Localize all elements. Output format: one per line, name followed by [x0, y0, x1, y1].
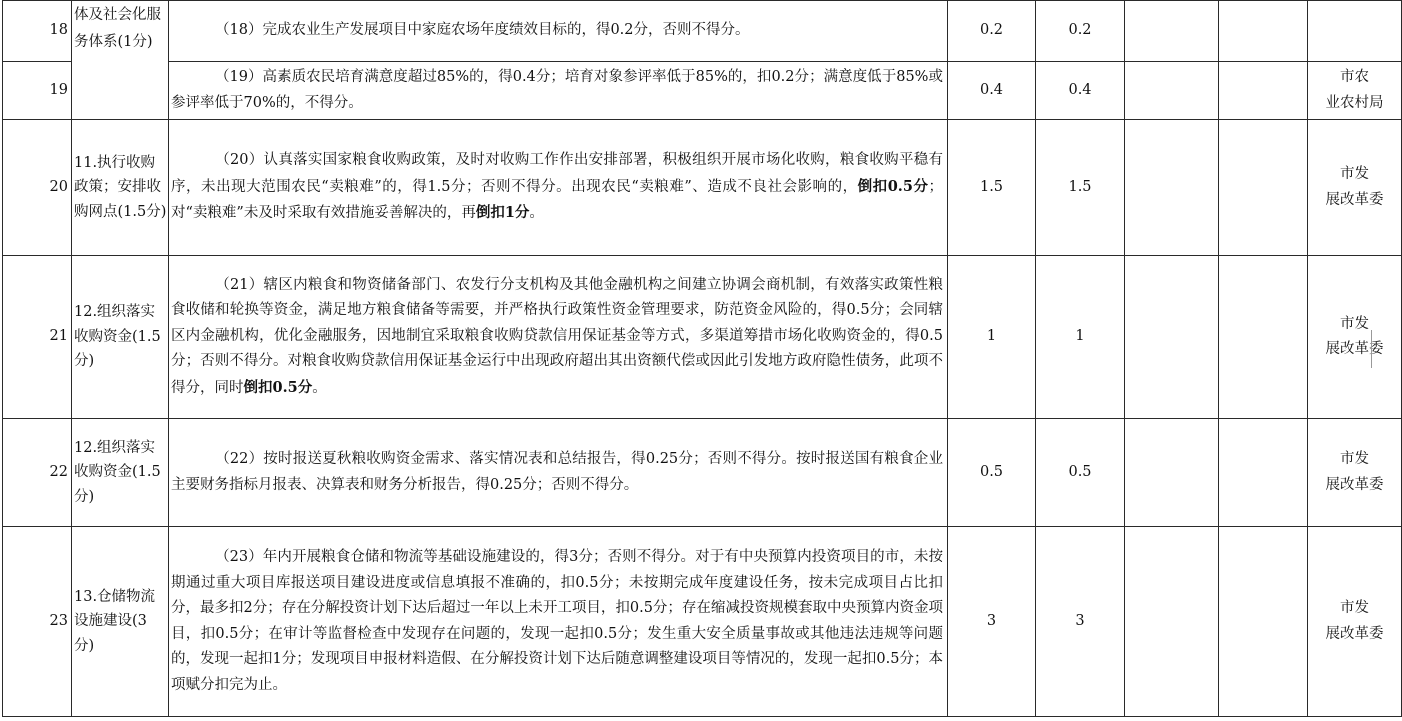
department-cell — [1308, 256, 1402, 419]
table-row — [3, 419, 1402, 527]
category-cell: 12.组织落实收购资金(1.5分) — [72, 256, 169, 419]
department-line: 展改革委 — [1325, 341, 1384, 357]
empty-cell — [1125, 419, 1219, 527]
department-cell — [1308, 62, 1402, 120]
empty-cell — [1219, 62, 1308, 120]
department-line: 展改革委 — [1325, 476, 1384, 493]
penalty-text: 倒扣0.5分 — [243, 378, 313, 396]
table-row — [3, 1, 1402, 62]
row-index: 22 — [3, 419, 72, 527]
table-row — [3, 120, 1402, 256]
category-cell: 体及社会化服务体系(1分) — [72, 1, 169, 120]
score-cell: 0.5 — [1036, 419, 1125, 527]
row-index: 18 — [3, 1, 72, 62]
empty-cell — [1125, 120, 1219, 256]
department-line: 市农 — [1340, 69, 1369, 85]
category-cell: 12.组织落实收购资金(1.5分) — [72, 419, 169, 527]
row-index: 19 — [3, 62, 72, 120]
department-cell — [1308, 419, 1402, 527]
score-cell: 1.5 — [1036, 120, 1125, 256]
department-cell — [1308, 1, 1402, 62]
department-line: 展改革委 — [1325, 625, 1384, 642]
assessment-table — [2, 0, 1402, 717]
criterion-cell: （18）完成农业生产发展项目中家庭农场年度绩效目标的，得0.2分，否则不得分。 — [169, 1, 948, 62]
score-cell: 1 — [1036, 256, 1125, 419]
criterion-cell: （19）高素质农民培育满意度超过85%的，得0.4分；培育对象参评率低于85%的，扣0.2分；满意度低于85%或参评率低于70%的，不得分。 — [169, 62, 948, 120]
row-index: 23 — [3, 527, 72, 717]
department-cell — [1308, 527, 1402, 717]
penalty-text: 倒扣1分 — [475, 204, 530, 222]
score-cell: 0.2 — [1036, 1, 1125, 62]
empty-cell — [1219, 419, 1308, 527]
score-cell: 0.4 — [948, 62, 1036, 120]
department-line: 展改革委 — [1325, 191, 1384, 208]
score-cell: 3 — [948, 527, 1036, 717]
empty-cell — [1125, 62, 1219, 120]
row-index: 21 — [3, 256, 72, 419]
empty-cell — [1125, 1, 1219, 62]
criterion-cell: （23）年内开展粮食仓储和物流等基础设施建设的，得3分；否则不得分。对于有中央预算内投资项目的市，未按期通过重大项目库报送项目建设进度或信息填报不准确的，扣0.5分；未按期完成年度建设任务，按未完成项目占比扣分，最多扣2分；存在分解投资计划下达后超过一年以上未开工项目，扣0.5分；存在缩减投资规模套取中央预算内资金项目，扣0.5分；在审计等监督检查中发现存在问题的，发现一起扣0.5分；发生重大安全质量事故或其他违法违规等问题的，发现一起扣1分；发现项目申报材料造假、在分解投资计划下达后随意调整建设项目等情况的，发现一起扣0.5分；本项赋分扣完为止。 — [169, 527, 948, 717]
score-cell: 0.5 — [948, 419, 1036, 527]
penalty-text: 倒扣0.5分 — [857, 177, 929, 195]
score-cell: 3 — [1036, 527, 1125, 717]
score-cell: 0.2 — [948, 1, 1036, 62]
department-cell — [1308, 120, 1402, 256]
empty-cell — [1219, 120, 1308, 256]
category-cell: 11.执行收购政策；安排收购网点(1.5分) — [72, 120, 169, 256]
criterion-cell: （21）辖区内粮食和物资储备部门、农发行分支机构及其他金融机构之间建立协调会商机制，有效落实政策性粮食收储和轮换等资金，满足地方粮食储备等需要，并严格执行政策性资金管理要求，防范资金风险的，得0.5分；会同辖区内金融机构，优化金融服务，因地制宜采取粮食收购贷款信用保证基金等方式，多渠道筹措市场化收购资金的，得0.5分；否则不得分。对粮食收购贷款信用保证基金运行中出现政府超出其出资额代偿或因此引发地方政府隐性债务，此项不得分，同时倒扣0.5分。 — [169, 256, 948, 419]
department-line: 市发 — [1340, 315, 1369, 332]
empty-cell — [1219, 527, 1308, 717]
empty-cell — [1125, 527, 1219, 717]
score-cell: 1 — [948, 256, 1036, 419]
department-line: 市发 — [1340, 166, 1369, 182]
department-line: 业农村局 — [1325, 94, 1384, 111]
department-line: 市发 — [1340, 600, 1369, 616]
empty-cell — [1219, 256, 1308, 419]
table-row — [3, 62, 1402, 120]
table-row — [3, 527, 1402, 717]
empty-cell — [1219, 1, 1308, 62]
criterion-cell: （22）按时报送夏秋粮收购资金需求、落实情况表和总结报告，得0.25分；否则不得分。按时报送国有粮食企业主要财务指标月报表、决算表和财务分析报告，得0.25分；否则不得分。 — [169, 419, 948, 527]
scrollbar-edge[interactable] — [1371, 330, 1376, 368]
table-row — [3, 256, 1402, 419]
criterion-cell: （20）认真落实国家粮食收购政策，及时对收购工作作出安排部署，积极组织开展市场化收购，粮食收购平稳有序，未出现大范围农民“卖粮难”的，得1.5分；否则不得分。出现农民“卖粮难”、造成不良社会影响的，倒扣0.5分；对“卖粮难”未及时采取有效措施妥善解决的，再倒扣1分。 — [169, 120, 948, 256]
score-cell: 0.4 — [1036, 62, 1125, 120]
department-line: 市发 — [1340, 451, 1369, 467]
score-cell: 1.5 — [948, 120, 1036, 256]
row-index: 20 — [3, 120, 72, 256]
empty-cell — [1125, 256, 1219, 419]
category-cell: 13.仓储物流设施建设(3分) — [72, 527, 169, 717]
